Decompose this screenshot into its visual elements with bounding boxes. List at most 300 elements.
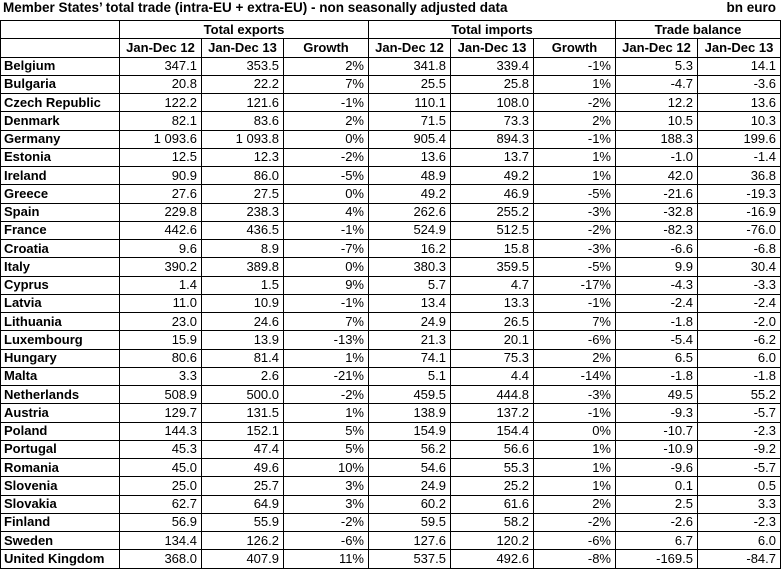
imports-2013-cell: 56.6 [451, 440, 534, 458]
table-row [1, 221, 781, 239]
imports-growth-cell: -1% [534, 130, 616, 148]
imports-2013-cell: 73.3 [451, 112, 534, 130]
table-row [1, 532, 781, 550]
table-row [1, 185, 781, 203]
imports-2013-cell: 359.5 [451, 258, 534, 276]
exports-growth-cell: -2% [284, 386, 369, 404]
imports-growth-cell: -3% [534, 386, 616, 404]
country-cell: Bulgaria [1, 75, 120, 93]
table-row [1, 459, 781, 477]
exports-2013-cell: 152.1 [202, 422, 284, 440]
imports-2012-cell: 138.9 [369, 404, 451, 422]
exports-2013-cell: 64.9 [202, 495, 284, 513]
exports-growth-header: Growth [284, 39, 369, 57]
exports-growth-cell: 2% [284, 112, 369, 130]
exports-growth-cell: 3% [284, 477, 369, 495]
exports-2013-cell: 86.0 [202, 167, 284, 185]
imports-2012-cell: 5.1 [369, 367, 451, 385]
exports-growth-cell: -2% [284, 148, 369, 166]
imports-2012-cell: 21.3 [369, 331, 451, 349]
exports-2012-cell: 442.6 [120, 221, 202, 239]
exports-2013-cell: 436.5 [202, 221, 284, 239]
table-row [1, 94, 781, 112]
exports-2013-cell: 49.6 [202, 459, 284, 477]
imports-2012-cell: 341.8 [369, 57, 451, 75]
imports-2012-cell: 5.7 [369, 276, 451, 294]
exports-growth-cell: -2% [284, 513, 369, 531]
balance-2012-cell: -2.4 [616, 294, 698, 312]
table-row [1, 495, 781, 513]
imports-growth-cell: 1% [534, 477, 616, 495]
balance-2013-cell: 0.5 [698, 477, 781, 495]
imports-2013-cell: 894.3 [451, 130, 534, 148]
balance-2013-cell: 13.6 [698, 94, 781, 112]
exports-2013-cell: 1.5 [202, 276, 284, 294]
country-cell: Denmark [1, 112, 120, 130]
exports-growth-cell: 9% [284, 276, 369, 294]
exports-growth-cell: -6% [284, 532, 369, 550]
imports-2013-cell: 154.4 [451, 422, 534, 440]
exports-growth-cell: 10% [284, 459, 369, 477]
imports-2013-cell: 120.2 [451, 532, 534, 550]
balance-2013-cell: -2.0 [698, 313, 781, 331]
balance-2012-cell: 2.5 [616, 495, 698, 513]
exports-growth-cell: 5% [284, 440, 369, 458]
country-cell: France [1, 221, 120, 239]
table-row [1, 331, 781, 349]
exports-2012-cell: 56.9 [120, 513, 202, 531]
period-header-row [1, 39, 781, 57]
table-row [1, 75, 781, 93]
imports-2012-cell: 127.6 [369, 532, 451, 550]
imports-growth-cell: 1% [534, 167, 616, 185]
table-row [1, 313, 781, 331]
balance-2012-cell: 49.5 [616, 386, 698, 404]
exports-2013-cell: 13.9 [202, 331, 284, 349]
country-cell: Portugal [1, 440, 120, 458]
imports-2013-cell: 137.2 [451, 404, 534, 422]
imports-growth-cell: -1% [534, 404, 616, 422]
imports-2013-cell: 25.8 [451, 75, 534, 93]
imports-2012-cell: 16.2 [369, 240, 451, 258]
imports-2012-cell: 154.9 [369, 422, 451, 440]
corner-cell [1, 21, 120, 39]
imports-2012-cell: 71.5 [369, 112, 451, 130]
country-cell: Greece [1, 185, 120, 203]
balance-2012-cell: 10.5 [616, 112, 698, 130]
imports-2013-cell: 58.2 [451, 513, 534, 531]
imports-2012-cell: 380.3 [369, 258, 451, 276]
exports-2012-cell: 390.2 [120, 258, 202, 276]
exports-2013-cell: 2.6 [202, 367, 284, 385]
exports-growth-cell: 7% [284, 313, 369, 331]
exports-2013-cell: 407.9 [202, 550, 284, 568]
country-cell: Malta [1, 367, 120, 385]
balance-2012-cell: -4.7 [616, 75, 698, 93]
exports-2013-cell: 1 093.8 [202, 130, 284, 148]
title-bar [0, 0, 781, 20]
exports-2012-cell: 347.1 [120, 57, 202, 75]
exports-2012-cell: 144.3 [120, 422, 202, 440]
exports-growth-cell: 1% [284, 404, 369, 422]
country-cell: Slovakia [1, 495, 120, 513]
imports-2013-cell: 13.3 [451, 294, 534, 312]
imports-2012-cell: 74.1 [369, 349, 451, 367]
imports-2012-cell: 537.5 [369, 550, 451, 568]
country-cell: Slovenia [1, 477, 120, 495]
exports-2012-cell: 122.2 [120, 94, 202, 112]
imports-2013-cell: 55.3 [451, 459, 534, 477]
balance-2012-cell: -10.7 [616, 422, 698, 440]
balance-2013-cell: 55.2 [698, 386, 781, 404]
imports-2012-cell: 56.2 [369, 440, 451, 458]
table-row [1, 276, 781, 294]
imports-2012-cell: 54.6 [369, 459, 451, 477]
table-row [1, 513, 781, 531]
imports-2013-cell: 13.7 [451, 148, 534, 166]
balance-2013-cell: 10.3 [698, 112, 781, 130]
country-cell: Poland [1, 422, 120, 440]
balance-2012-cell: -9.3 [616, 404, 698, 422]
imports-growth-cell: -3% [534, 203, 616, 221]
country-cell: Luxembourg [1, 331, 120, 349]
exports-2012-cell: 134.4 [120, 532, 202, 550]
balance-2013-cell: 199.6 [698, 130, 781, 148]
imports-2012-cell: 24.9 [369, 477, 451, 495]
exports-2013-cell: 8.9 [202, 240, 284, 258]
balance-2013-cell: 3.3 [698, 495, 781, 513]
imports-growth-cell: 1% [534, 440, 616, 458]
exports-2012-cell: 90.9 [120, 167, 202, 185]
exports-2013-cell: 131.5 [202, 404, 284, 422]
balance-2012-cell: 5.3 [616, 57, 698, 75]
exports-growth-cell: 1% [284, 349, 369, 367]
country-cell: Germany [1, 130, 120, 148]
table-row [1, 294, 781, 312]
imports-2012-cell: 110.1 [369, 94, 451, 112]
balance-2013-cell: -1.8 [698, 367, 781, 385]
exports-growth-cell: 4% [284, 203, 369, 221]
balance-group-header: Trade balance [616, 21, 781, 39]
country-cell: Estonia [1, 148, 120, 166]
imports-period-1-header: Jan-Dec 12 [369, 39, 451, 57]
exports-2013-cell: 81.4 [202, 349, 284, 367]
exports-2013-cell: 55.9 [202, 513, 284, 531]
imports-2012-cell: 24.9 [369, 313, 451, 331]
exports-2013-cell: 27.5 [202, 185, 284, 203]
exports-2012-cell: 508.9 [120, 386, 202, 404]
country-cell: Belgium [1, 57, 120, 75]
imports-growth-cell: 2% [534, 495, 616, 513]
country-cell: Finland [1, 513, 120, 531]
imports-group-header: Total imports [369, 21, 616, 39]
exports-2012-cell: 62.7 [120, 495, 202, 513]
imports-2012-cell: 262.6 [369, 203, 451, 221]
imports-period-2-header: Jan-Dec 13 [451, 39, 534, 57]
exports-2012-cell: 229.8 [120, 203, 202, 221]
exports-2012-cell: 1.4 [120, 276, 202, 294]
unit-label: bn euro [726, 0, 776, 15]
imports-2012-cell: 13.4 [369, 294, 451, 312]
imports-growth-cell: 2% [534, 349, 616, 367]
exports-2013-cell: 500.0 [202, 386, 284, 404]
exports-2012-cell: 27.6 [120, 185, 202, 203]
imports-2012-cell: 905.4 [369, 130, 451, 148]
balance-2012-cell: 0.1 [616, 477, 698, 495]
balance-2012-cell: 6.5 [616, 349, 698, 367]
balance-2013-cell: -6.2 [698, 331, 781, 349]
exports-growth-cell: 0% [284, 185, 369, 203]
balance-2013-cell: -5.7 [698, 459, 781, 477]
exports-2012-cell: 368.0 [120, 550, 202, 568]
imports-2013-cell: 61.6 [451, 495, 534, 513]
exports-2012-cell: 11.0 [120, 294, 202, 312]
trade-table [0, 20, 781, 569]
exports-2012-cell: 23.0 [120, 313, 202, 331]
imports-2013-cell: 15.8 [451, 240, 534, 258]
balance-2013-cell: -2.3 [698, 422, 781, 440]
exports-growth-cell: 2% [284, 57, 369, 75]
imports-2013-cell: 75.3 [451, 349, 534, 367]
exports-growth-cell: 0% [284, 130, 369, 148]
imports-2012-cell: 459.5 [369, 386, 451, 404]
imports-growth-header: Growth [534, 39, 616, 57]
balance-2013-cell: -3.6 [698, 75, 781, 93]
imports-2013-cell: 444.8 [451, 386, 534, 404]
balance-2012-cell: -1.0 [616, 148, 698, 166]
exports-2012-cell: 15.9 [120, 331, 202, 349]
imports-growth-cell: 1% [534, 75, 616, 93]
imports-2012-cell: 48.9 [369, 167, 451, 185]
exports-2012-cell: 25.0 [120, 477, 202, 495]
imports-growth-cell: -2% [534, 513, 616, 531]
table-row [1, 550, 781, 568]
balance-2013-cell: 6.0 [698, 349, 781, 367]
imports-growth-cell: -14% [534, 367, 616, 385]
country-cell: Latvia [1, 294, 120, 312]
exports-growth-cell: -1% [284, 94, 369, 112]
exports-growth-cell: -5% [284, 167, 369, 185]
imports-growth-cell: -5% [534, 185, 616, 203]
balance-2013-cell: -19.3 [698, 185, 781, 203]
imports-growth-cell: -6% [534, 532, 616, 550]
exports-period-1-header: Jan-Dec 12 [120, 39, 202, 57]
balance-2012-cell: -5.4 [616, 331, 698, 349]
imports-growth-cell: -17% [534, 276, 616, 294]
imports-growth-cell: -1% [534, 294, 616, 312]
exports-2013-cell: 353.5 [202, 57, 284, 75]
exports-2013-cell: 238.3 [202, 203, 284, 221]
exports-2012-cell: 12.5 [120, 148, 202, 166]
country-cell: Lithuania [1, 313, 120, 331]
balance-2012-cell: -82.3 [616, 221, 698, 239]
table-row [1, 258, 781, 276]
imports-2012-cell: 524.9 [369, 221, 451, 239]
imports-growth-cell: -3% [534, 240, 616, 258]
exports-2012-cell: 80.6 [120, 349, 202, 367]
balance-2013-cell: -1.4 [698, 148, 781, 166]
balance-2013-cell: -3.3 [698, 276, 781, 294]
imports-2013-cell: 25.2 [451, 477, 534, 495]
table-row [1, 404, 781, 422]
balance-2013-cell: -5.7 [698, 404, 781, 422]
balance-2013-cell: -16.9 [698, 203, 781, 221]
exports-2012-cell: 20.8 [120, 75, 202, 93]
exports-growth-cell: -1% [284, 221, 369, 239]
exports-2013-cell: 121.6 [202, 94, 284, 112]
exports-2013-cell: 47.4 [202, 440, 284, 458]
exports-growth-cell: 7% [284, 75, 369, 93]
table-row [1, 57, 781, 75]
exports-2012-cell: 9.6 [120, 240, 202, 258]
balance-2013-cell: -2.4 [698, 294, 781, 312]
exports-growth-cell: 3% [284, 495, 369, 513]
exports-2013-cell: 22.2 [202, 75, 284, 93]
table-row [1, 130, 781, 148]
balance-2012-cell: 42.0 [616, 167, 698, 185]
exports-2012-cell: 45.3 [120, 440, 202, 458]
exports-2013-cell: 126.2 [202, 532, 284, 550]
imports-2013-cell: 4.7 [451, 276, 534, 294]
balance-2013-cell: -2.3 [698, 513, 781, 531]
country-cell: Czech Republic [1, 94, 120, 112]
imports-growth-cell: 1% [534, 459, 616, 477]
imports-2013-cell: 46.9 [451, 185, 534, 203]
balance-2012-cell: -1.8 [616, 313, 698, 331]
country-cell: Netherlands [1, 386, 120, 404]
table-row [1, 167, 781, 185]
exports-growth-cell: -1% [284, 294, 369, 312]
exports-2013-cell: 24.6 [202, 313, 284, 331]
balance-2013-cell: 6.0 [698, 532, 781, 550]
imports-2013-cell: 512.5 [451, 221, 534, 239]
balance-2012-cell: -21.6 [616, 185, 698, 203]
balance-2013-cell: -76.0 [698, 221, 781, 239]
imports-2012-cell: 60.2 [369, 495, 451, 513]
country-cell: Sweden [1, 532, 120, 550]
exports-growth-cell: 5% [284, 422, 369, 440]
exports-growth-cell: -13% [284, 331, 369, 349]
exports-2013-cell: 10.9 [202, 294, 284, 312]
table-row [1, 477, 781, 495]
balance-2012-cell: -10.9 [616, 440, 698, 458]
balance-2012-cell: -32.8 [616, 203, 698, 221]
imports-2013-cell: 20.1 [451, 331, 534, 349]
balance-2013-cell: -84.7 [698, 550, 781, 568]
imports-growth-cell: -1% [534, 57, 616, 75]
exports-2012-cell: 82.1 [120, 112, 202, 130]
balance-2013-cell: 30.4 [698, 258, 781, 276]
balance-2013-cell: 14.1 [698, 57, 781, 75]
balance-2012-cell: -9.6 [616, 459, 698, 477]
exports-growth-cell: -7% [284, 240, 369, 258]
imports-2012-cell: 25.5 [369, 75, 451, 93]
imports-2013-cell: 26.5 [451, 313, 534, 331]
country-cell: United Kingdom [1, 550, 120, 568]
imports-2012-cell: 49.2 [369, 185, 451, 203]
imports-2013-cell: 108.0 [451, 94, 534, 112]
imports-growth-cell: -5% [534, 258, 616, 276]
table-body [1, 57, 781, 568]
balance-2012-cell: -2.6 [616, 513, 698, 531]
balance-2012-cell: -6.6 [616, 240, 698, 258]
imports-growth-cell: 1% [534, 148, 616, 166]
corner-cell [1, 39, 120, 57]
exports-2013-cell: 25.7 [202, 477, 284, 495]
balance-2012-cell: -1.8 [616, 367, 698, 385]
table-row [1, 203, 781, 221]
exports-growth-cell: -21% [284, 367, 369, 385]
imports-growth-cell: 2% [534, 112, 616, 130]
balance-period-1-header: Jan-Dec 12 [616, 39, 698, 57]
exports-2012-cell: 1 093.6 [120, 130, 202, 148]
exports-2013-cell: 83.6 [202, 112, 284, 130]
table-row [1, 440, 781, 458]
exports-group-header: Total exports [120, 21, 369, 39]
imports-2013-cell: 4.4 [451, 367, 534, 385]
balance-2012-cell: 188.3 [616, 130, 698, 148]
exports-period-2-header: Jan-Dec 13 [202, 39, 284, 57]
imports-2013-cell: 492.6 [451, 550, 534, 568]
table-row [1, 349, 781, 367]
balance-2013-cell: -6.8 [698, 240, 781, 258]
balance-2012-cell: 6.7 [616, 532, 698, 550]
exports-growth-cell: 0% [284, 258, 369, 276]
imports-2013-cell: 49.2 [451, 167, 534, 185]
exports-growth-cell: 11% [284, 550, 369, 568]
table-row [1, 367, 781, 385]
imports-2013-cell: 255.2 [451, 203, 534, 221]
country-cell: Cyprus [1, 276, 120, 294]
exports-2013-cell: 389.8 [202, 258, 284, 276]
exports-2012-cell: 45.0 [120, 459, 202, 477]
country-cell: Ireland [1, 167, 120, 185]
table-row [1, 148, 781, 166]
table-row [1, 240, 781, 258]
imports-growth-cell: 7% [534, 313, 616, 331]
imports-2012-cell: 13.6 [369, 148, 451, 166]
table-row [1, 386, 781, 404]
country-cell: Spain [1, 203, 120, 221]
balance-2012-cell: 12.2 [616, 94, 698, 112]
balance-2013-cell: -9.2 [698, 440, 781, 458]
balance-2013-cell: 36.8 [698, 167, 781, 185]
country-cell: Hungary [1, 349, 120, 367]
imports-2012-cell: 59.5 [369, 513, 451, 531]
exports-2012-cell: 129.7 [120, 404, 202, 422]
imports-growth-cell: -6% [534, 331, 616, 349]
imports-growth-cell: 0% [534, 422, 616, 440]
balance-period-2-header: Jan-Dec 13 [698, 39, 781, 57]
table-row [1, 422, 781, 440]
imports-2013-cell: 339.4 [451, 57, 534, 75]
country-cell: Italy [1, 258, 120, 276]
imports-growth-cell: -8% [534, 550, 616, 568]
exports-2013-cell: 12.3 [202, 148, 284, 166]
balance-2012-cell: -169.5 [616, 550, 698, 568]
exports-2012-cell: 3.3 [120, 367, 202, 385]
group-header-row [1, 21, 781, 39]
country-cell: Romania [1, 459, 120, 477]
country-cell: Austria [1, 404, 120, 422]
balance-2012-cell: 9.9 [616, 258, 698, 276]
imports-growth-cell: -2% [534, 94, 616, 112]
country-cell: Croatia [1, 240, 120, 258]
table-row [1, 112, 781, 130]
imports-growth-cell: -2% [534, 221, 616, 239]
balance-2012-cell: -4.3 [616, 276, 698, 294]
table-title: Member States’ total trade (intra-EU + extra-EU) - non seasonally adjusted data [3, 0, 508, 15]
